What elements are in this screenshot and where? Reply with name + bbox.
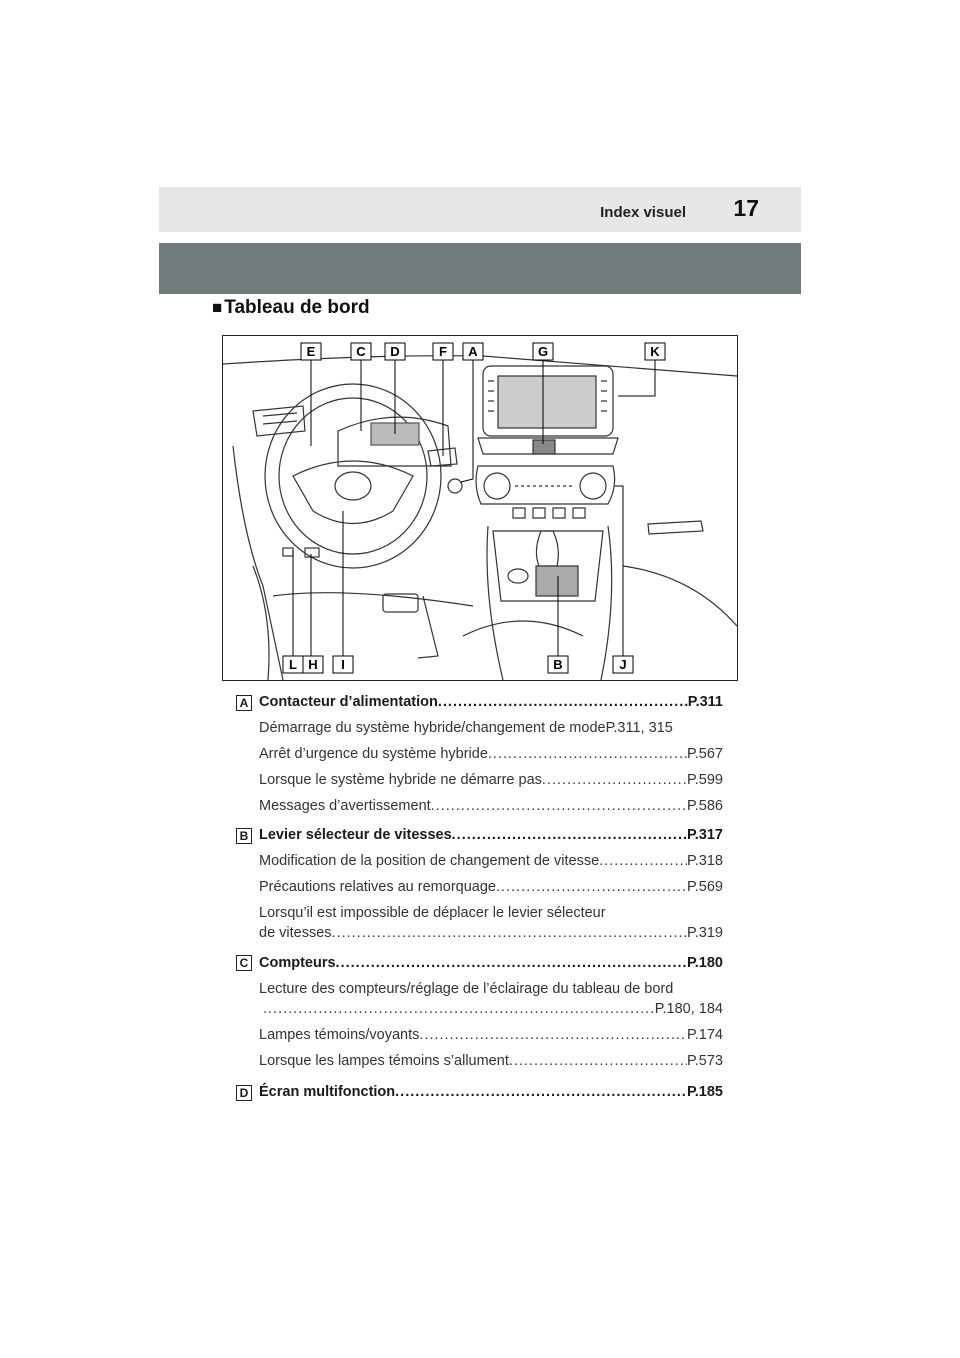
- entry-label: Lorsque les lampes témoins s’allument: [259, 1053, 509, 1069]
- power-switch-shape: [448, 479, 462, 493]
- steering-wheel: [265, 384, 441, 568]
- entry-label: Lecture des compteurs/réglage de l’éclairage du tableau de bord: [259, 981, 674, 997]
- figure-label-F-text: F: [439, 344, 447, 359]
- entry-C-sub-1a: [259, 981, 723, 997]
- figure-label-A: [463, 343, 483, 360]
- figure-label-H: [303, 656, 323, 673]
- header-title: Index visuel: [600, 204, 686, 221]
- center-screen: [498, 376, 596, 428]
- entry-D-main: [259, 1084, 723, 1100]
- entry-page: P.318: [686, 853, 723, 869]
- entry-label: Lampes témoins/voyants: [259, 1027, 420, 1043]
- entry-page: P.319: [686, 925, 723, 941]
- section-title: [212, 297, 370, 319]
- entry-label: Contacteur d’alimentation: [259, 694, 438, 710]
- figure-label-J: [613, 656, 633, 673]
- entry-page: P.586: [686, 798, 723, 814]
- chapter-band: [159, 243, 801, 294]
- figure-label-J-text: J: [619, 657, 627, 672]
- console-right: [601, 526, 612, 680]
- entry-page: P.180: [686, 955, 723, 971]
- entry-page: P.573: [686, 1053, 723, 1069]
- entry-page: P.317: [686, 827, 723, 843]
- figure-label-K-text: K: [650, 344, 660, 359]
- entry-page: P.567: [686, 746, 723, 762]
- entry-label: Lorsqu’il est impossible de déplacer le levier sélecteur: [259, 905, 606, 921]
- figure-label-K: [645, 343, 665, 360]
- switch-h: [305, 548, 319, 557]
- entry-A-sub-3: [259, 772, 723, 788]
- entry-page: P.185: [686, 1084, 723, 1100]
- figure-label-D: [385, 343, 405, 360]
- entry-page: P.569: [686, 879, 723, 895]
- figure-label-I: [333, 656, 353, 673]
- figure-label-L: [283, 656, 303, 673]
- page-number: 17: [733, 195, 759, 221]
- entry-label: Précautions relatives au remorquage: [259, 879, 496, 895]
- entry-page: P.311, 315: [605, 720, 673, 736]
- entry-page: P.174: [686, 1027, 723, 1043]
- entry-A-sub-2: [259, 746, 723, 762]
- figure-label-E-text: E: [306, 344, 316, 359]
- entry-B-main: [259, 827, 723, 843]
- entry-B-sub-2: [259, 879, 723, 895]
- entry-A-sub-4: [259, 798, 723, 814]
- figure-label-B-text: B: [553, 657, 563, 672]
- entry-label: Écran multifonction: [259, 1084, 396, 1100]
- entry-B-sub-1: [259, 853, 723, 869]
- entry-page: P.180, 184: [654, 1001, 723, 1017]
- figure-label-C: [351, 343, 371, 360]
- entry-letter-C: C: [236, 955, 252, 971]
- shift-lever-knob: [536, 531, 558, 566]
- figure-label-H-text: H: [308, 657, 318, 672]
- figure-label-E: [301, 343, 321, 360]
- glovebox-handle: [648, 521, 703, 534]
- section-title-text: Tableau de bord: [224, 297, 370, 318]
- figure-label-F: [433, 343, 453, 360]
- entry-A-sub-1: [259, 720, 723, 736]
- section-marker-icon: ■: [212, 298, 223, 317]
- entry-B-sub-3a: [259, 905, 723, 921]
- steering-hub: [293, 461, 413, 524]
- entry-C-sub-3: [259, 1053, 723, 1069]
- entry-label: Démarrage du système hybride/changement de mode: [259, 720, 606, 736]
- entry-label: Compteurs: [259, 955, 336, 971]
- entry-B-sub-3b: [259, 925, 723, 941]
- entry-label: Messages d’avertissement: [259, 798, 431, 814]
- entry-label: Levier sélecteur de vitesses: [259, 827, 452, 843]
- entry-letter-D: D: [236, 1085, 252, 1101]
- climate-panel: [476, 466, 615, 504]
- entry-C-main: [259, 955, 723, 971]
- entry-label: Modification de la position de changement de vitesse: [259, 853, 600, 869]
- figure-label-D-text: D: [390, 344, 400, 359]
- figure-label-I-text: I: [341, 657, 345, 672]
- figure-label-G-text: G: [537, 344, 549, 359]
- entry-label: Arrêt d’urgence du système hybride: [259, 746, 488, 762]
- header-bar: [159, 187, 801, 232]
- figure-label-L-text: L: [289, 657, 297, 672]
- dashboard-illustration: [222, 335, 738, 681]
- figure-label-C-text: C: [356, 344, 366, 359]
- dashboard-drawing: [223, 336, 737, 680]
- left-vent: [253, 406, 305, 436]
- entry-A-main: [259, 694, 723, 710]
- entry-label: Lorsque le système hybride ne démarre pas: [259, 772, 542, 788]
- figure-label-A-text: A: [468, 344, 478, 359]
- entry-C-sub-2: [259, 1027, 723, 1043]
- figure-label-B: [548, 656, 568, 673]
- entry-letter-B: B: [236, 828, 252, 844]
- entry-C-sub-1b: [263, 1001, 723, 1017]
- entry-page: P.311: [687, 694, 723, 710]
- figure-label-G: [533, 343, 553, 360]
- entry-label: de vitesses: [259, 925, 332, 941]
- entry-letter-A: A: [236, 695, 252, 711]
- entry-page: P.599: [686, 772, 723, 788]
- door-line: [233, 446, 283, 680]
